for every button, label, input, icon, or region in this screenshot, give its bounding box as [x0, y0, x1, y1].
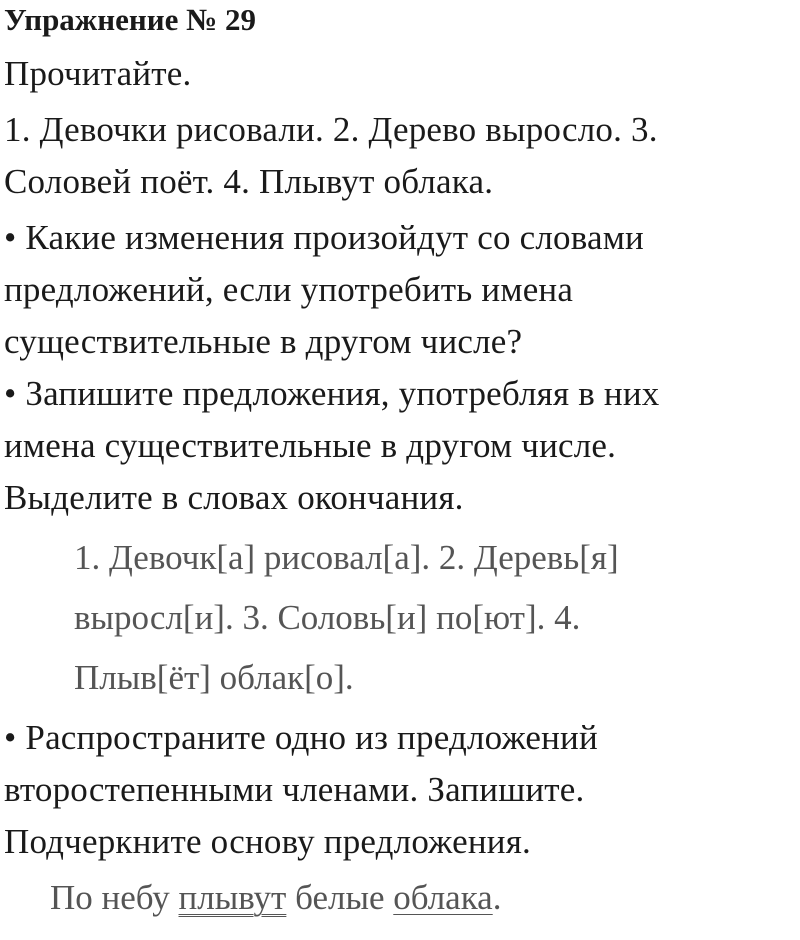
task-line: имена существительные в другом числе. [4, 426, 617, 465]
task-block [4, 368, 796, 524]
instruction: Прочитайте. [4, 54, 192, 93]
question-block [4, 212, 796, 368]
task-line: Выделите в словах окончания. [4, 478, 464, 517]
subject-word: облака [393, 878, 493, 917]
predicate-word: плывут [178, 878, 287, 917]
sentences-line: 1. Девочки рисовали. 2. Дерево выросло. 3. [4, 110, 658, 149]
answer2-part: белые [286, 878, 394, 917]
question-line: предложений, если употребить имена [4, 270, 574, 309]
answer-line: Плыв[ёт] облак[о]. [74, 658, 354, 697]
question-line: существительные в другом числе? [4, 322, 523, 361]
answer2-sentence [4, 872, 796, 924]
task2-block [4, 712, 796, 868]
exercise-title: Упражнение № 29 [4, 2, 257, 37]
task-line: • Запишите предложения, употребляя в них [4, 374, 660, 413]
task2-line: второстепенными членами. Запишите. [4, 770, 585, 809]
answer-block [4, 528, 796, 708]
answer2-end: . [492, 878, 502, 917]
answer-line: выросл[и]. 3. Соловь[и] по[ют]. 4. [74, 598, 581, 637]
sentences-block [4, 104, 796, 208]
task2-line: • Распространите одно из предложений [4, 718, 598, 757]
answer-line: 1. Девочк[а] рисовал[а]. 2. Деревь[я] [74, 538, 619, 577]
sentences-line: Соловей поёт. 4. Плывут облака. [4, 162, 494, 201]
answer2-part: По небу [50, 878, 179, 917]
task2-line: Подчеркните основу предложения. [4, 822, 531, 861]
question-line: • Какие изменения произойдут со словами [4, 218, 644, 257]
